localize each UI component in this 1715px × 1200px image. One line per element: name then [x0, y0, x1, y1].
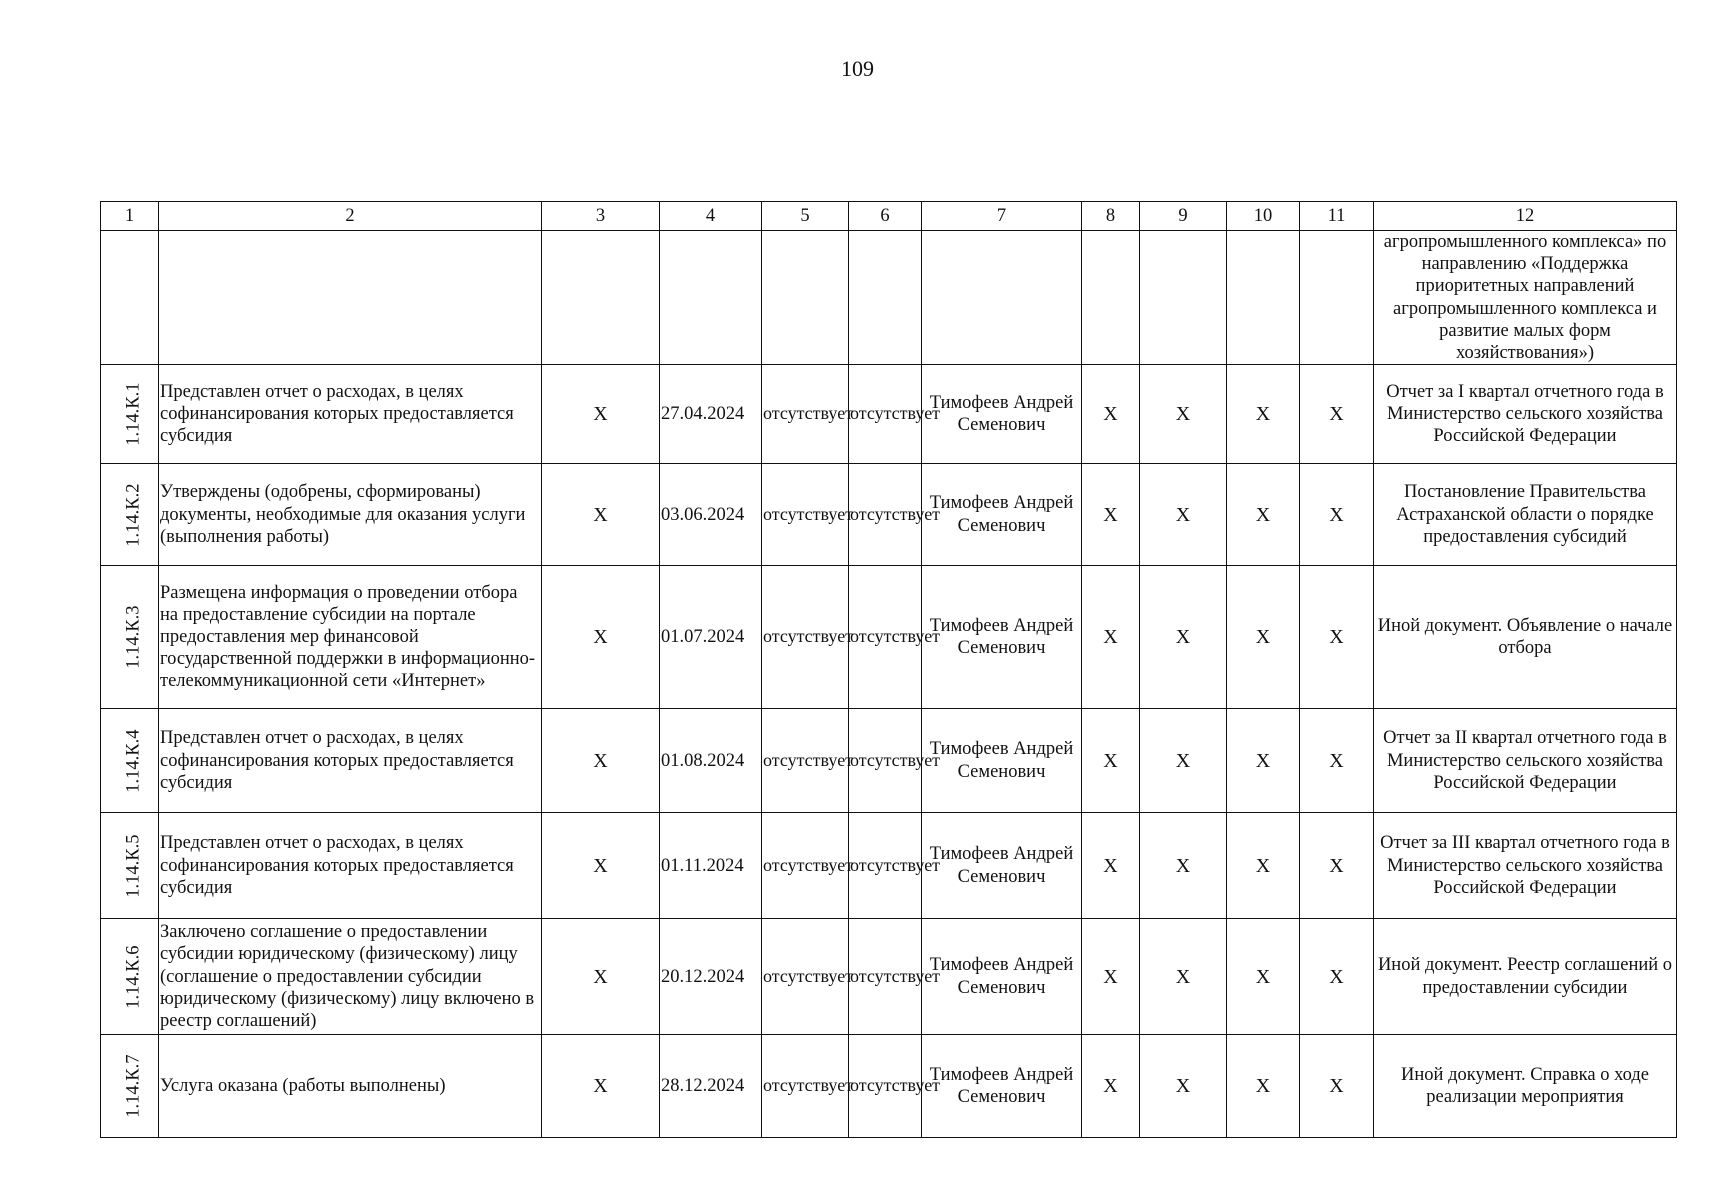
description-cell: Утверждены (одобрены, сформированы) документы, необходимые для оказания услуги (выполнения работы) — [159, 464, 542, 566]
x-mark: X — [1140, 1035, 1227, 1138]
absent-cell: отсутствует — [762, 464, 849, 566]
description-cell: Представлен отчет о расходах, в целях софинансирования которых предоставляется субсидия — [159, 709, 542, 813]
x-mark: X — [1300, 813, 1374, 919]
description-cell: Представлен отчет о расходах, в целях софинансирования которых предоставляется субсидия — [159, 365, 542, 464]
document-cell: Отчет за III квартал отчетного года в Министерство сельского хозяйства Российской Федерации — [1374, 813, 1677, 919]
date-cell: 01.08.2024 — [660, 709, 762, 813]
table-row — [101, 365, 1677, 464]
row-code: 1.14.К.3 — [123, 605, 144, 669]
header-row — [101, 202, 1677, 231]
x-mark: X — [1140, 464, 1227, 566]
absent-cell: отсутствует — [762, 365, 849, 464]
absent-cell: отсутствует — [762, 919, 849, 1035]
date-cell: 27.04.2024 — [660, 365, 762, 464]
absent-cell: отсутствует — [849, 566, 922, 709]
x-mark: X — [542, 566, 660, 709]
row-code: 1.14.К.5 — [123, 834, 144, 898]
x-mark: X — [1300, 919, 1374, 1035]
table-row — [101, 709, 1677, 813]
continuation-document: агропромышленного комплекса» по направлению «Поддержка приоритетных направлений агропромышленного комплекса и развитие малых форм хозяйствования») — [1374, 231, 1677, 365]
page-number: 109 — [841, 56, 874, 81]
responsible-cell: Тимофеев Андрей Семенович — [922, 566, 1082, 709]
date-cell: 01.07.2024 — [660, 566, 762, 709]
header-cell: 3 — [542, 202, 660, 231]
x-mark: X — [1140, 365, 1227, 464]
table-row — [101, 566, 1677, 709]
header-cell: 5 — [762, 202, 849, 231]
date-cell: 28.12.2024 — [660, 1035, 762, 1138]
row-code: 1.14.К.1 — [123, 382, 144, 446]
row-code: 1.14.К.4 — [123, 729, 144, 793]
header-cell: 11 — [1300, 202, 1374, 231]
plan-table — [100, 201, 1677, 1138]
document-cell: Отчет за I квартал отчетного года в Министерство сельского хозяйства Российской Федерации — [1374, 365, 1677, 464]
absent-cell: отсутствует — [849, 464, 922, 566]
x-mark: X — [1082, 365, 1140, 464]
x-mark: X — [542, 813, 660, 919]
table-row — [101, 464, 1677, 566]
header-cell: 12 — [1374, 202, 1677, 231]
x-mark: X — [1227, 365, 1300, 464]
header-cell: 1 — [101, 202, 159, 231]
header-cell: 10 — [1227, 202, 1300, 231]
x-mark: X — [1140, 919, 1227, 1035]
x-mark: X — [1082, 1035, 1140, 1138]
x-mark: X — [1082, 709, 1140, 813]
x-mark: X — [1082, 919, 1140, 1035]
absent-cell: отсутствует — [762, 1035, 849, 1138]
x-mark: X — [1300, 464, 1374, 566]
row-code: 1.14.К.2 — [123, 483, 144, 547]
x-mark: X — [542, 365, 660, 464]
responsible-cell: Тимофеев Андрей Семенович — [922, 709, 1082, 813]
document-cell: Иной документ. Реестр соглашений о предоставлении субсидии — [1374, 919, 1677, 1035]
x-mark: X — [1227, 566, 1300, 709]
description-cell: Заключено соглашение о предоставлении субсидии юридическому (физическому) лицу (соглашение о предоставлении субсидии юридическому (физическому) лицу включено в реестр соглашений) — [159, 919, 542, 1035]
responsible-cell: Тимофеев Андрей Семенович — [922, 365, 1082, 464]
absent-cell: отсутствует — [849, 1035, 922, 1138]
header-cell: 4 — [660, 202, 762, 231]
document-cell: Постановление Правительства Астраханской области о порядке предоставления субсидий — [1374, 464, 1677, 566]
document-cell: Иной документ. Объявление о начале отбора — [1374, 566, 1677, 709]
x-mark: X — [542, 709, 660, 813]
header-cell: 6 — [849, 202, 922, 231]
responsible-cell: Тимофеев Андрей Семенович — [922, 813, 1082, 919]
responsible-cell: Тимофеев Андрей Семенович — [922, 919, 1082, 1035]
x-mark: X — [1227, 464, 1300, 566]
responsible-cell: Тимофеев Андрей Семенович — [922, 1035, 1082, 1138]
x-mark: X — [1300, 709, 1374, 813]
x-mark: X — [1227, 919, 1300, 1035]
x-mark: X — [1300, 1035, 1374, 1138]
table-row — [101, 1035, 1677, 1138]
responsible-cell: Тимофеев Андрей Семенович — [922, 464, 1082, 566]
x-mark: X — [1082, 566, 1140, 709]
description-cell: Размещена информация о проведении отбора на предоставление субсидии на портале предоставления мер финансовой государственной поддержки в информационно-телекоммуникационной сети «Интернет» — [159, 566, 542, 709]
header-cell: 7 — [922, 202, 1082, 231]
x-mark: X — [542, 1035, 660, 1138]
date-cell: 01.11.2024 — [660, 813, 762, 919]
absent-cell: отсутствует — [762, 813, 849, 919]
x-mark: X — [1300, 365, 1374, 464]
x-mark: X — [1082, 813, 1140, 919]
absent-cell: отсутствует — [849, 813, 922, 919]
header-cell: 8 — [1082, 202, 1140, 231]
absent-cell: отсутствует — [849, 709, 922, 813]
absent-cell: отсутствует — [849, 919, 922, 1035]
document-cell: Иной документ. Справка о ходе реализации мероприятия — [1374, 1035, 1677, 1138]
x-mark: X — [1227, 1035, 1300, 1138]
date-cell: 20.12.2024 — [660, 919, 762, 1035]
x-mark: X — [542, 464, 660, 566]
x-mark: X — [1140, 709, 1227, 813]
row-code: 1.14.К.7 — [123, 1054, 144, 1118]
x-mark: X — [1300, 566, 1374, 709]
header-cell: 2 — [159, 202, 542, 231]
row-code: 1.14.К.6 — [123, 945, 144, 1009]
continuation-row — [101, 231, 1677, 365]
document-cell: Отчет за II квартал отчетного года в Министерство сельского хозяйства Российской Федерации — [1374, 709, 1677, 813]
absent-cell: отсутствует — [849, 365, 922, 464]
absent-cell: отсутствует — [762, 566, 849, 709]
x-mark: X — [1140, 813, 1227, 919]
x-mark: X — [1140, 566, 1227, 709]
table-row — [101, 919, 1677, 1035]
table-row — [101, 813, 1677, 919]
x-mark: X — [1082, 464, 1140, 566]
x-mark: X — [1227, 813, 1300, 919]
absent-cell: отсутствует — [762, 709, 849, 813]
description-cell: Представлен отчет о расходах, в целях софинансирования которых предоставляется субсидия — [159, 813, 542, 919]
x-mark: X — [542, 919, 660, 1035]
x-mark: X — [1227, 709, 1300, 813]
header-cell: 9 — [1140, 202, 1227, 231]
description-cell: Услуга оказана (работы выполнены) — [159, 1035, 542, 1138]
date-cell: 03.06.2024 — [660, 464, 762, 566]
